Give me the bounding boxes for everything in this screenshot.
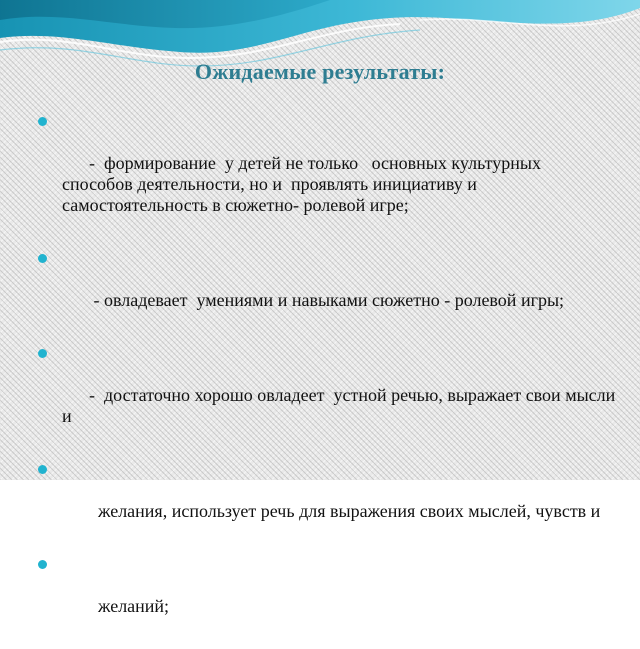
list-item-text: - достаточно хорошо овладеет устной речью, выражает свои мысли и [62,385,620,426]
results-list [38,111,618,649]
list-item [38,554,618,638]
bullet-dot-icon [38,560,47,569]
list-item-text: - овладевает умениями и навыками сюжетно - ролевой игры; [89,290,565,310]
bullet-dot-icon [38,117,47,126]
bullet-dot-icon [38,254,47,263]
bullet-dot-icon [38,349,47,358]
slide-title: Ожидаемые результаты: [194,59,446,84]
list-item-text: желаний; [89,596,170,616]
list-item [38,459,618,543]
list-item-text: желания, использует речь для выражения своих мыслей, чувств и [89,501,601,521]
list-item [38,111,618,237]
list-item [38,343,618,448]
list-item [38,248,618,332]
bullet-dot-icon [38,465,47,474]
list-item-text: - формирование у детей не только основных культурных способов деятельности, но и проявлять инициативу и самостоятельность в сюжетно- ролевой игре; [62,153,550,215]
